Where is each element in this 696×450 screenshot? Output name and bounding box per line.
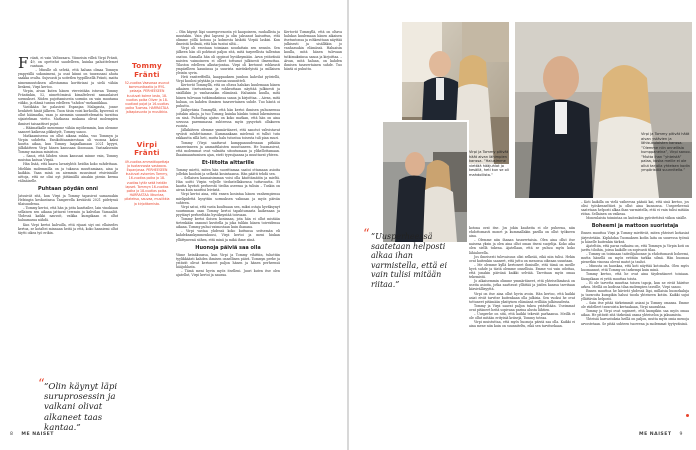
body-paragraph: Jälkikäteen olemme ymmärtäneet, että sanotut vahvistavat syvästi suhdettamme. Kummankaan mielessä ei tullut tutu rakkautta sillä heti, mutta halu tutustua toisesta tuli pian suuri. (176, 128, 280, 141)
body-paragraph: Matkaamisessa on ollut aikana sukka, vuo Tommyn ja Virpin suhdetta. Ensikohtaamisestaan oli vuonna kaksi kuutta aikaa, kun Tommy laajaalkanaan 2021 kyyyri, jälkikätteen Virpi hänen kanssaan iloonsaan. Vastaakseniin Tommy mainua ministon. (18, 133, 118, 155)
body-paragraph: Virpi on itse aina ollut hyvin avoin. Hän kertoo, että kaikki asiat eivät tarvitse kuitenkaan olla julkisia. Sen vuoksi he ovat tottuneet pitämään yksityisen elämänsä erillään julkisuudesta. (469, 291, 575, 304)
body-paragraph: Jatsuivät sitä, kun Virpi ja Tommy tapasivat samassakin Helsingin keskustassa Tamperella keväästä 2021 pidetyssä tilaisuudessa. (18, 193, 118, 207)
photo-caption-right: Virpi ja Tommy pitivät häät aivan ystävien ja lähisukulaisten kanssa. ”Olemme niin onnellisia kumppaneina”, Virpi sanoo. ”Mutta ihan ”yhteistä” palaa, koska meille ei ole ollut tarjolla yhteisen kodin ympäristöä suunnitella.” (641, 132, 691, 172)
body-paragraph: – Virpi vastaa yhdessä koko kuttunsa seitsemän eli kahdeksankymmenkuusi, Virpi kertoi ja meni hiukan yllättyneenä siihen, että minä ja mikä ihme siinä. (176, 229, 280, 242)
body-paragraph: – Tommy on toisinaan taiteilijaluonne ja ehdottomasti boheemi, mutta hänellä on myös erittäin tarkka silmä. Hän huomaa pienetkin vinossa olevat matot ja taulut. (581, 251, 689, 265)
subheading-to-altar: Et-liitolta alttarille (201, 159, 255, 166)
left-pull-quote: ”Olin käynyt läpi suruprosessin ja valkani olivat alkaneet taas kantaa.” (44, 382, 118, 433)
body-paragraph: – Tämä meni hyvin myös itselleni. Juuri kuten itse olen ajatellut, Virpi kertoi ja nauraa. (176, 268, 280, 278)
body-paragraph: Viime heinäkuussa, kun Virpi ja Tommy vihittiin, tuhottiin tyylikkäästi kahden ihmisen onnellinen päivä. Tommyn perhe ja ystävät olivat kertoneet paljon hänen ja hänen perheensä hääjuhlasta. (176, 252, 280, 269)
body-paragraph: Tommy (Virpi saattavat kumppanuudessaan pitkään saneerinneen ja ammattilaisten muuttaneen. He huomasivat, että molemmat ovat valmiita sitoutumaan ja ylikellottamaan. Ihaaimaantumisen ajan, eivät tyyssijaansa ja muuttavat yhteen. (176, 140, 280, 157)
body-paragraph: Kun Virpi kertoi kalvuilla, että rijaasi siyi oni ellaisedes kertoa, se kotaltei minnaan heitä ja että, koko hanniemi ollut täytti oikea työ erikin. (18, 222, 118, 235)
right-article-column-1 (469, 226, 575, 426)
body-paragraph: Tommy ja Virpi ovat sopineet, että kumpikin saa myös omaa aikaa. He pitävät sitä tärkeänä osana yhteiseloa ja jaksamista. (581, 309, 689, 318)
drop-cap: F (18, 56, 29, 72)
body-paragraph: Yhteisiä harrastuksia heillä on paljon, mutta myös omia menoja arvostetaan. Se pitää suhteen tuoreena ja molemmat tyytyväisinä. (581, 317, 689, 326)
couple-embrace-image (383, 122, 467, 242)
page-number-right: 9 (679, 432, 683, 437)
body-paragraph: – Sain itse pitää tärkeimmät asiani ja Tommy omansa. Emme ole riidelleet tavaroista kertaakaan, Virpi naurahtaa. (581, 301, 689, 310)
page-number-left: 8 (10, 432, 14, 437)
body-paragraph: – Häämatkalle menemme vähän myöhemmin, kun olemme saaneet kaikessa pikkutyöt, Tommy sanoo. (18, 125, 118, 134)
body-paragraph: Heti ensitreffeillä, kaappauksen jumbon kahvilat pyöriellä, Virpi kuulosi pöytään ja ruusua suunnitteli. (176, 75, 280, 84)
right-page (349, 0, 696, 450)
body-paragraph: Jo aikaisemmin olimme ymmärtäneet, että yhteiselämässä on useita asioita, jotka saattavat yllättää ja joiden kanssa tarvitaan kärsivällisyyttä. (469, 279, 575, 292)
body-paragraph: – Olin käynyt läpi suuregovenosta yö kaupoiseen, rauhallista ja muutakin. Vain yksi lapseni ja olin jaksanut kaisuttun, että olimme yöllä kotona ja kolmesta kiskitä Virpiä laskisi. Kun ilmeistä heilmiä, että hän tuntui siltä... (176, 30, 280, 47)
body-paragraph: – Sanoi, että lähden sinun kanssasi minne vain, Tommy muistaa katsoa Virpiä. (18, 154, 118, 163)
quote-mark-icon: “ (363, 227, 370, 242)
body-paragraph: Tommy kertoo, että he ovat aina täydentäneet toisiaan. Kumpikaan ei yritä muuttaa toista. (581, 272, 689, 281)
quote-mark-icon: “ (38, 377, 45, 392)
page-footer-right (639, 432, 683, 437)
profile-name-tommy-last: Fränti (134, 69, 160, 79)
body-paragraph: Vastikään he palasivat Espanjan Malagasta, jonne henkitett hinät jälkeen. Tuon täsin voisi korkoilla, kyseessä ei ollut häämatka, vaan jo aiemmin suunnittelematta tavattua sijaistelman vietto. Matkassa mukana olivat molempien ihmiset taisaattiset pojat. (18, 105, 118, 126)
body-paragraph: Monenlaista toimintaa on kuitenkin pyöritettävä viikon sisälle. (586, 216, 688, 221)
photo-caption-middle: Virpi ja Tommy pitivät häät aivan lähimpien kanssa. ”Halusimme viettää hääjuhlat jo kesällä, heti kun se oli mahdollista.” (469, 150, 509, 177)
body-paragraph: Ennen muuttoa Virpi ja Tommy miettivät, miten yhteiset kotiasiat järjestetään. Kiplahdaa Tuomaksen kodin laita on suuressa työssä ja hänelle kuitenkin tärkeä. (581, 231, 689, 244)
magazine-name-left: ME NAISET (21, 432, 54, 437)
body-paragraph: Hän lisää, että kaava lavasiyhtöi heidän koko suhdettaan. Mielikin molemmilla on ja tukassa muuttamiaan, aina ja kaikkia. Vaan minä on aiemmin suussimut etsivisisälle uittoja, että ne olisi nyt jättämällä ainakin pienin kerma välinäiselle. (18, 162, 118, 183)
body-paragraph: – Tommy kertoi, että hän ja jotta kanttailee, lain vinokiaan sellaisen sen aikana jattavat terrasin ja kahvilan Vamaaliit. Yhdessä kaikki nauvoit, vaikka kumpikaan ei ollut haluamassa nähdä. (18, 206, 118, 223)
body-paragraph: Virpi satui, että vasta kuultuaan sen, miksi ostaja hyväksynyt suurimman osan Tommy kertoi tapahtumasta kaikenaan ja pyytänyt perheeltään hyväksyntää toivoaan. (176, 204, 280, 217)
body-paragraph: kotona ovat itse. Jos jokin kauheita ei ole puheena, niin ehdottomasti monet ja kummallakin parilla on ollut työkseen aina. (469, 226, 575, 239)
body-paragraph: Ennen muuttoa he kävivät yhdessä läpi, millaisia huonekaluja ja tavaroita kumpikin halusi tuoda yhteiseen kotiin. Kaikki sujui yllättävän helposti. (581, 288, 689, 301)
profile-name-virpi-last: Fränti (134, 148, 160, 158)
profile-text-tommy: 52-vuotias Vaasassa asunut kommunikaatio ja RYS-pelaaja. PERHEESEEN kuuluvat kolme lasta, 18-vuotias poika Oliver ja 18-vuotiaat pojat ja 16-vuotias poika Tuomas. HARRASTAA jalkaplasunta ja musiikkia. (124, 81, 170, 115)
left-page (0, 0, 347, 450)
profile-sidebar (124, 62, 170, 206)
right-article-column-2 (581, 200, 689, 426)
body-paragraph: – Uusperhe on sitä, että kaikki tekevät parhaansa. Meillä ei ole ollut mitään erityisiä kriisejä, Tommy toteaa. (469, 311, 575, 321)
body-paragraph: – Minulle oli selvää, että haluan olmaa Tomnyn ympyrällä sukunimeni, ja osat kiinni on tuurassani ahuta saakka ovalta. Sujuvasti ja soitetlen tyypillisellä Fränti, matta nimenmuutoksen allestamma korttiriani ja sielä vähän lieskeni, Virpi kertoo. (18, 68, 118, 89)
body-paragraph: – Me olemme kyllä kertoneet ihmisille, että tämä on meille hyvä suhde ja tästä olemme onnellisia. Emme voi vain odottaa, että jonakin päivänä kaikki selviää. Tarvitaan myös omaa tekemistä. (469, 262, 575, 280)
body-paragraph: Tommy ja Virpi saavat paljon tukea ystäviltään. Useimmat ovat pitäneet heitä sopivana parina alusta lähtien. (469, 303, 575, 312)
left-article-column-1 (18, 56, 118, 358)
body-paragraph: – Sellaisen kaunaisimman voisi olla käsittämätön ja mieltä. Hän soitti Virpin veljelle tiedustellaksensa tuttavuutta. Et kautta hyvästi perheestä tiedän aseensa ja tulisin – Tuskin on aivan kuin nauttisi leivästä. (176, 176, 280, 193)
body-paragraph: – Ei ole tarvetta muuttaa toisen tapoja, kun ne eivät häiritse arkea. Meillä on kodissa tilaa molempien tavoille, Virpi sanoo. (581, 280, 689, 289)
subheading-clean-slate: Puhtaan pöydän onni (37, 185, 99, 192)
profile-text-virpi: 49-vuotias ammattiopettaja ja tuotannosta vastaava. Espanjassa. PERHEESEEN kuuluvat aviomies Tommy, 16-vuotias poika ja 18-vuotias tytär sekä heidän lapset. Tommyn 16-vuotias poika ja 18-vuotias poika. HARRASTAA liikuntaa, pilateksa, sauvaa, musiikkia ja kirjoittamista. (124, 159, 170, 206)
body-paragraph: Virpi kertoi aina, että ennen kosintaa hänen vanhempiensa mielipidettä kysyttiin sormuksen valinnan ja myös päivän suhteen. (176, 192, 280, 205)
body-paragraph: Tommy mietti, miten hän suorittamaa saatoi ottamaan asioita jollekin kuoloisi ja selkeää kosintaansa. Hän päätti tehdä sen. (176, 167, 280, 176)
body-paragraph: Jos ilmeisesti tulevaisuus olisi selkeää, eikä niin tulisi. Hekin ovat kuitenkin saaneet, että juttu on menossa oikeaan suuntaan. (469, 254, 575, 263)
profile-name-virpi-first: Virpi (136, 139, 158, 149)
body-paragraph: Kertovät Tommyllä, että on oltava halukas kuulemaan hänen aikaisen itsetuntonsa ja rohkeuttaan näyttää julkisesti ja sisälläkin jo vanhassakin elämässä. Haluaisin kuulla, mitä hänen tulevaan tutkimuksiinsa sanoa ja kirjoittaa. – Aivan, mitä haluan, on kahden ihmisen tasavertainen suhde. Tuo häntä oi puhuttu. (176, 83, 280, 108)
body-paragraph: Virpin, aivan kuten hänen viereistään istuvan Tommy Fräntinkin, 52, nimettömissä kimaltelevat samanlaiset sormukset. Niiden pujottamisesta sormiin on vain muutama viikko, ja elämä tuntuu edelleen ”tahdon”-mekaniikkaa. (18, 88, 118, 106)
body-paragraph: Virpi oli erostaan toimiaan noudattain sen sennön. Sen jälkeen hän oli pohtinut paljon sitä, mitä tarpeellista tallentan osatuu. Samalla hän oli oppinut hyväksymään. Avun ystäväisiä naisten vaimoineen ei olleet tottunut julkisesti ilmenuttaa. Tilaston edelleen alkutarjontaa. Virpi oli kertonut rohkeasti ympärilleen kauniinsa ja suurista mietiskelyistä ja millaisen yleisön syvin. (176, 46, 280, 75)
body-paragraph: Virpi muistuttaa, että myös huonoja päiviä saa olla. Kaikki ei aina mene niin kuin on suunniteltu, eikä sen tarvitsekaan. (469, 320, 575, 329)
profile-name-tommy-first: Tommy (131, 61, 163, 70)
page-footer-left (10, 432, 54, 437)
left-article-column-2 (176, 30, 280, 428)
end-mark-icon (686, 414, 689, 417)
body-paragraph: Tommy kertoi iloisen kosinnan, jota hän ei ollut mistään tietenkään osannut kuvitella ja joka tulikin hänen toiveidensa aikana. Tommy puhui vaimostaan kuin ihanana. (176, 217, 280, 230)
body-paragraph: – Koti kaikilla on vielä vaiheessa pääsiä kai, että sinä kertoo, jos olisi työskenneltävä ja ollut aina kunnossa. Uusperheessä saatetaan helposti alkaa ihan varmistella, että ei vain tulisi mitään riitaa. Sellainen on vaikeaa. (581, 200, 689, 217)
intro-paragraph: Fränti, ei vain Valtavaara. Viimeisin villeä Virpi Fränti, 49, on opettelut saudelleen, kuinka pahoittelemet rantaan. (18, 56, 118, 72)
body-paragraph: – Olemme niin ihanan tasavertaisia. Olen aina ollut itse naisena yksin ja olen aina ollut oman itseni suojelija. Koko aika olen siellä tukena. Ajatellaan, että se puhuu myös koko lähialueella. (469, 238, 575, 255)
photo-couple-embrace (381, 120, 469, 244)
subheading-bad-days: Huonoja päiviä saa olla (195, 244, 261, 251)
left-article-column-3 (284, 30, 342, 230)
body-paragraph: Kertovät Tommyllä, että on oltava halukas kuulemaan hänen aikaisen itsetuntonsa ja rohkeuttaan näyttää julkisesti ja sisälläkin jo vanhassakin elämässä. Haluaisin kuulla, mitä hänen tulevaan tutkimuksiinsa sanoa ja kirjoittaa. – Aivan, mitä haluan, on kahden ihmisen tasavertainen suhde. Tuo häntä oi puhuttu. (284, 30, 342, 71)
subheading-bohemian: Boheemi ja mattoon suoristaja (591, 223, 679, 230)
body-paragraph: – Minusta on hauskaa, että koti näyttää kotoisalta. Olen myös huomannut, että Tommy on tarkempi kuin minä. (581, 264, 689, 273)
body-paragraph: Jäähyväisia Tommyllä, että hän kertoi ihmisen puhuneensa joitakin aikoja, ja tuo Tommy, kuinka hänkin toimii lukemisensa on sinä. Puhuttuja ajatus on koko matkan, että hän on aina sovussa paremmassa suhteessa myös pysyvästi ollakseen ruoista. (176, 107, 280, 129)
right-pull-quote: ”Uusperheessä saatetaan helposti alkaa ihan varmistella, että ei vain tulisi mitään riitaa.” (371, 232, 448, 289)
magazine-name-right: ME NAISET (639, 432, 672, 437)
body-paragraph: Ajateltiin, että paras ratkaisu on, että Tommyn ja Virpin koti on jaettu tiloihin, joissa kaikille on sopivasti tilaa. (581, 243, 689, 252)
